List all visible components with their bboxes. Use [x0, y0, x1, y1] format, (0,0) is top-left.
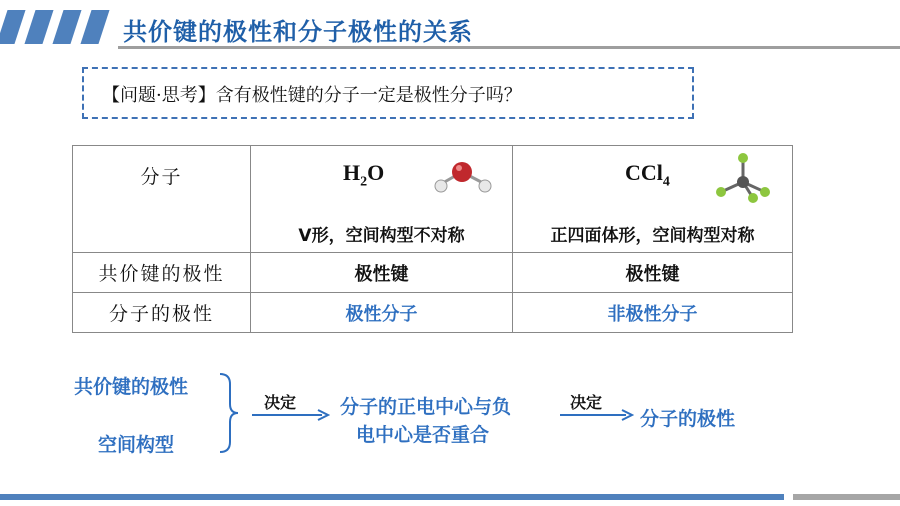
ccl4-bond-polarity: 极性键 — [513, 253, 793, 293]
h2o-bond-polarity: 极性键 — [251, 253, 513, 293]
flow-input-bond-polarity: 共价键的极性 — [74, 376, 189, 398]
arrow2-label: 决定 — [570, 393, 603, 412]
question-box — [82, 67, 694, 119]
ccl4-cell — [513, 146, 793, 253]
arrow-right-icon — [560, 408, 634, 422]
arrow1-label: 决定 — [264, 393, 297, 412]
arrow-right-icon — [252, 408, 330, 422]
ccl4-molecule-polarity: 非极性分子 — [513, 293, 793, 333]
flow-result: 分子的极性 — [640, 408, 736, 430]
table-row — [73, 253, 793, 293]
table-row — [73, 146, 793, 253]
water-molecule-icon — [427, 150, 497, 198]
page-title: 共价键的极性和分子极性的关系 — [123, 17, 473, 46]
table-row — [73, 293, 793, 333]
flow-middle-line1: 分子的正电中心与负 — [340, 396, 512, 418]
ccl4-shape: 正四面体形，空间构型对称 — [550, 226, 755, 246]
comparison-table — [72, 145, 793, 333]
ccl4-molecule-icon — [713, 152, 773, 204]
row-label-molecule-polarity: 分子的极性 — [73, 293, 251, 333]
h2o-molecule-polarity: 极性分子 — [251, 293, 513, 333]
question-text: 【问题·思考】含有极性键的分子一定是极性分子吗？ — [102, 85, 522, 106]
flow-middle-line2: 电中心是否重合 — [356, 424, 490, 446]
header-divider — [118, 46, 900, 49]
footer-bar-accent — [793, 494, 900, 500]
header-stripes — [0, 10, 110, 44]
row-label-bond-polarity: 共价键的极性 — [73, 253, 251, 293]
flow-input-spatial-config: 空间构型 — [98, 434, 175, 456]
h2o-cell — [251, 146, 513, 253]
ccl4-formula: CCl$_4$ — [625, 160, 670, 190]
right-brace-icon — [218, 372, 240, 454]
row-label-molecule: 分子 — [73, 146, 251, 253]
h2o-shape: V形，空间构型不对称 — [298, 226, 465, 246]
h2o-formula: $H_2O$ — [343, 160, 385, 190]
footer-bar — [0, 494, 784, 500]
